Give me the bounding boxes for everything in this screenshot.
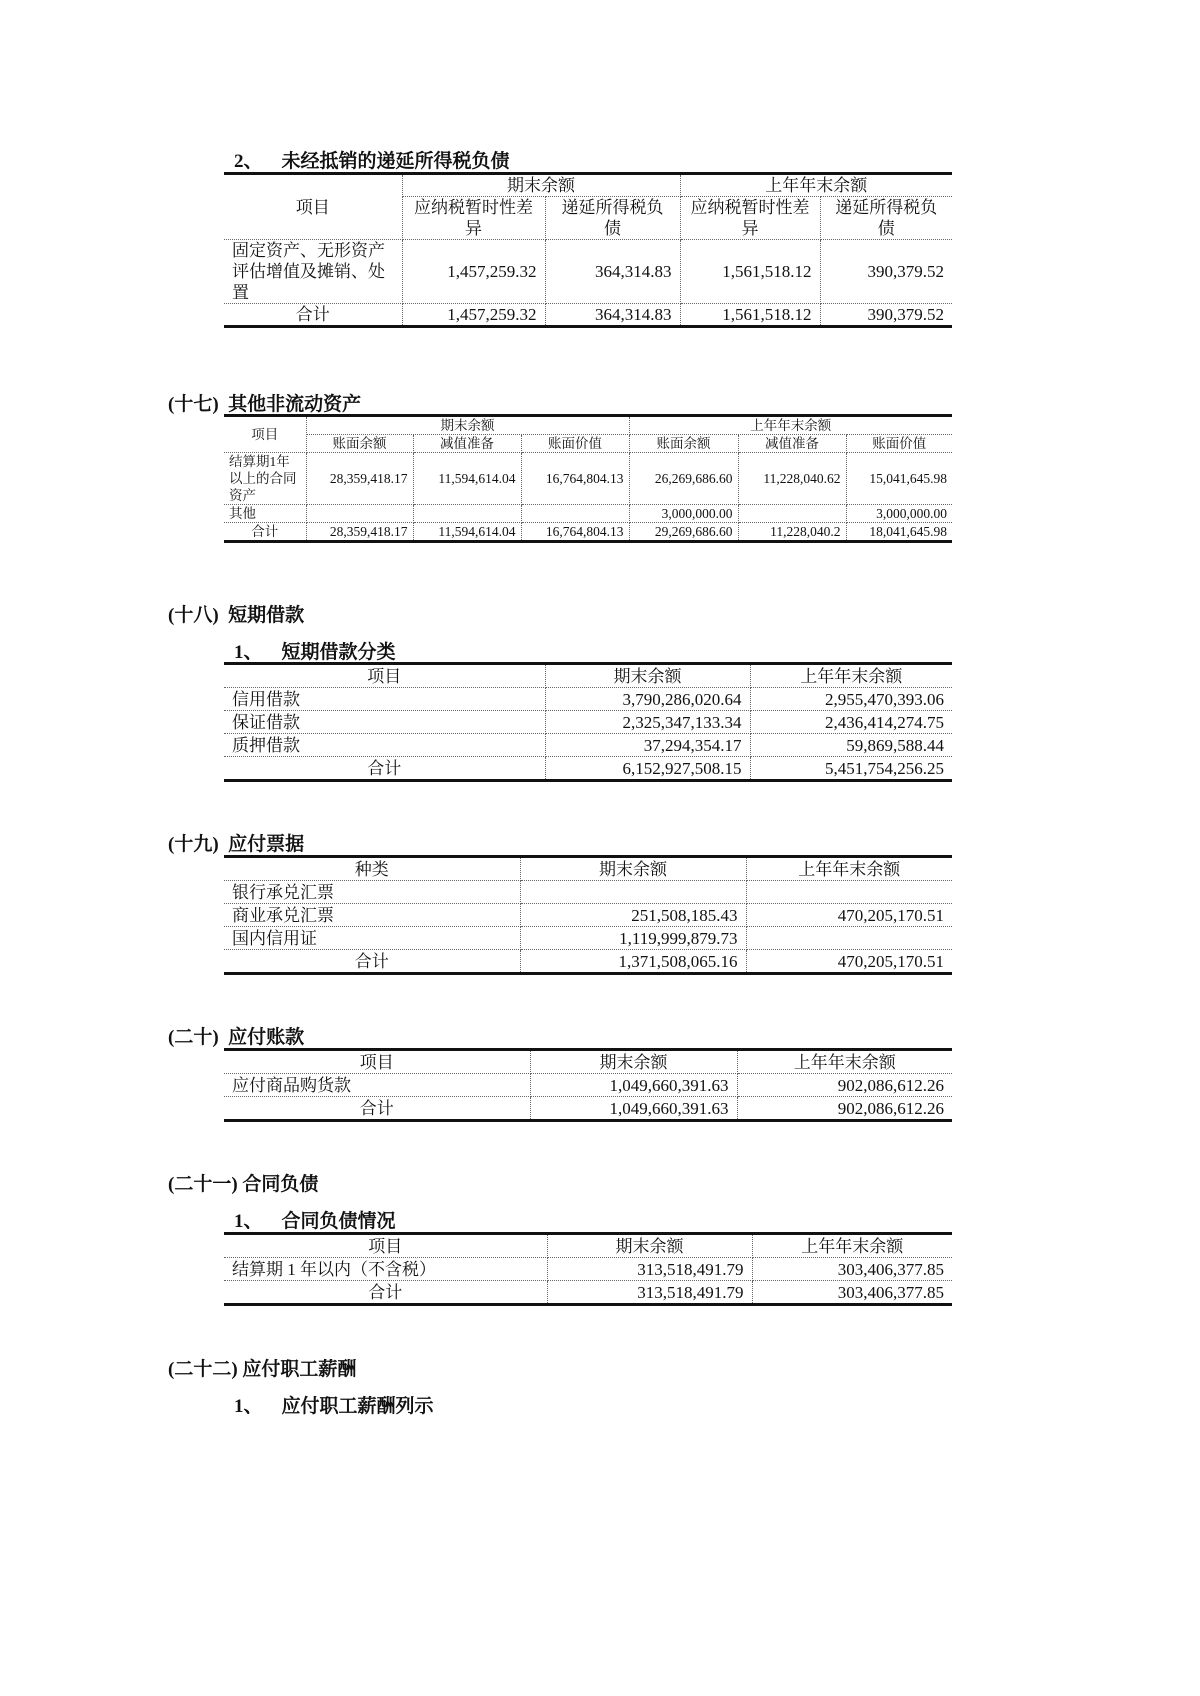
table-cell: 合计 — [224, 950, 520, 974]
table-cell: 质押借款 — [224, 734, 545, 757]
table-cell: 减值准备 — [413, 435, 521, 453]
section-heading-22-1: 1、 应付职工薪酬列示 — [234, 1396, 434, 1417]
table-cell: 11,594,614.04 — [413, 523, 521, 542]
table-cell — [413, 505, 521, 523]
table-row — [224, 523, 952, 542]
table-cell: 信用借款 — [224, 688, 545, 711]
table-cell: 902,086,612.26 — [737, 1074, 952, 1097]
table-cell: 其他 — [224, 505, 306, 523]
table-cell: 470,205,170.51 — [746, 904, 952, 927]
table-cell: 11,228,040.2 — [738, 523, 846, 542]
table-cell: 16,764,804.13 — [521, 453, 629, 505]
deferred-tax-liabilities-table — [224, 172, 952, 328]
table-row — [224, 881, 952, 904]
table-cell: 合计 — [224, 523, 306, 542]
table-cell: 固定资产、无形资产评估增值及摊销、处置 — [224, 240, 402, 304]
table-row — [224, 505, 952, 523]
table-cell: 上年年末余额 — [629, 416, 952, 435]
table-row — [224, 435, 952, 453]
table-cell — [306, 505, 413, 523]
table-cell: 902,086,612.26 — [737, 1097, 952, 1121]
table-cell: 项目 — [224, 416, 306, 453]
table-header-row — [224, 174, 952, 197]
table-row — [224, 1258, 952, 1281]
table-cell: 递延所得税负债 — [820, 197, 952, 240]
table-cell: 期末余额 — [520, 857, 746, 881]
table-cell: 1,457,259.32 — [402, 304, 545, 327]
table-cell: 1,049,660,391.63 — [530, 1074, 737, 1097]
table-cell: 37,294,354.17 — [545, 734, 750, 757]
table-header-row — [224, 416, 952, 435]
table-cell: 59,869,588.44 — [750, 734, 952, 757]
table-cell: 303,406,377.85 — [752, 1281, 952, 1305]
table-cell: 期末余额 — [530, 1050, 737, 1074]
table-cell: 项目 — [224, 664, 545, 688]
table-row — [224, 950, 952, 974]
table-cell: 26,269,686.60 — [629, 453, 738, 505]
table-row — [224, 734, 952, 757]
section-heading-21-1: 1、 合同负债情况 — [234, 1211, 396, 1232]
table-row — [224, 1281, 952, 1305]
accounts-payable-table — [224, 1048, 952, 1122]
table-cell — [738, 505, 846, 523]
table-cell: 18,041,645.98 — [846, 523, 952, 542]
table-row — [224, 240, 952, 304]
table-cell: 1,371,508,065.16 — [520, 950, 746, 974]
table-cell: 11,594,614.04 — [413, 453, 521, 505]
table-cell: 251,508,185.43 — [520, 904, 746, 927]
table-cell: 应付商品购货款 — [224, 1074, 530, 1097]
table-cell: 3,790,286,020.64 — [545, 688, 750, 711]
table-cell: 313,518,491.79 — [547, 1281, 752, 1305]
table-row — [224, 304, 952, 327]
table-row — [224, 1074, 952, 1097]
table-cell: 390,379.52 — [820, 240, 952, 304]
section-heading-21: (二十一) 合同负债 — [168, 1174, 319, 1195]
table-cell: 项目 — [224, 174, 402, 240]
table-cell: 结算期1年以上的合同资产 — [224, 453, 306, 505]
table-row — [224, 453, 952, 505]
table-cell: 390,379.52 — [820, 304, 952, 327]
table-cell: 1,561,518.12 — [680, 304, 820, 327]
table-row — [224, 757, 952, 781]
table-row — [224, 904, 952, 927]
table-cell: 29,269,686.60 — [629, 523, 738, 542]
table-cell: 1,457,259.32 — [402, 240, 545, 304]
table-cell: 商业承兑汇票 — [224, 904, 520, 927]
table-cell: 减值准备 — [738, 435, 846, 453]
table-cell: 合计 — [224, 757, 545, 781]
table-cell: 账面价值 — [846, 435, 952, 453]
table-cell — [746, 927, 952, 950]
table-cell: 账面余额 — [629, 435, 738, 453]
table-cell — [746, 881, 952, 904]
table-cell: 国内信用证 — [224, 927, 520, 950]
table-cell — [521, 505, 629, 523]
table-cell: 种类 — [224, 857, 520, 881]
table-cell: 上年年末余额 — [752, 1234, 952, 1258]
table-cell: 银行承兑汇票 — [224, 881, 520, 904]
table-cell: 3,000,000.00 — [846, 505, 952, 523]
table-cell: 合计 — [224, 1281, 547, 1305]
section-heading-17: (十七) 其他非流动资产 — [168, 394, 362, 415]
section-heading-18-1: 1、 短期借款分类 — [234, 642, 396, 663]
table-cell: 项目 — [224, 1050, 530, 1074]
table-cell: 期末余额 — [402, 174, 680, 197]
table-cell: 期末余额 — [545, 664, 750, 688]
table-cell: 合计 — [224, 304, 402, 327]
table-cell: 313,518,491.79 — [547, 1258, 752, 1281]
table-cell: 15,041,645.98 — [846, 453, 952, 505]
table-cell: 上年年末余额 — [737, 1050, 952, 1074]
table-cell: 2,325,347,133.34 — [545, 711, 750, 734]
table-cell: 28,359,418.17 — [306, 523, 413, 542]
table-cell: 结算期 1 年以内（不含税） — [224, 1258, 547, 1281]
table-cell: 2,955,470,393.06 — [750, 688, 952, 711]
table-cell: 期末余额 — [306, 416, 629, 435]
table-header-row — [224, 664, 952, 688]
table-cell: 上年年末余额 — [750, 664, 952, 688]
table-row — [224, 1097, 952, 1121]
table-cell: 470,205,170.51 — [746, 950, 952, 974]
contract-liabilities-table — [224, 1232, 952, 1306]
section-heading-19: (十九) 应付票据 — [168, 834, 305, 855]
table-cell: 28,359,418.17 — [306, 453, 413, 505]
table-cell: 上年年末余额 — [680, 174, 952, 197]
table-cell: 应纳税暂时性差异 — [402, 197, 545, 240]
notes-payable-table — [224, 855, 952, 975]
table-row — [224, 927, 952, 950]
table-cell: 303,406,377.85 — [752, 1258, 952, 1281]
table-cell: 364,314.83 — [545, 240, 680, 304]
other-non-current-assets-table — [224, 414, 952, 543]
table-header-row — [224, 857, 952, 881]
table-cell: 364,314.83 — [545, 304, 680, 327]
table-cell: 项目 — [224, 1234, 547, 1258]
table-cell: 2,436,414,274.75 — [750, 711, 952, 734]
table-cell: 3,000,000.00 — [629, 505, 738, 523]
table-header-row — [224, 1050, 952, 1074]
table-cell: 上年年末余额 — [746, 857, 952, 881]
table-cell: 1,049,660,391.63 — [530, 1097, 737, 1121]
table-cell: 递延所得税负债 — [545, 197, 680, 240]
table-cell: 1,561,518.12 — [680, 240, 820, 304]
table-cell: 16,764,804.13 — [521, 523, 629, 542]
table-cell: 账面余额 — [306, 435, 413, 453]
table-cell: 保证借款 — [224, 711, 545, 734]
table-cell: 11,228,040.62 — [738, 453, 846, 505]
section-heading-22: (二十二) 应付职工薪酬 — [168, 1359, 357, 1380]
table-cell: 期末余额 — [547, 1234, 752, 1258]
table-row — [224, 711, 952, 734]
table-cell: 合计 — [224, 1097, 530, 1121]
table-cell: 5,451,754,256.25 — [750, 757, 952, 781]
section-heading-20: (二十) 应付账款 — [168, 1027, 305, 1048]
table-cell: 应纳税暂时性差异 — [680, 197, 820, 240]
table-cell: 6,152,927,508.15 — [545, 757, 750, 781]
table-header-row — [224, 1234, 952, 1258]
short-term-borrowings-table — [224, 662, 952, 782]
table-row — [224, 688, 952, 711]
table-cell: 1,119,999,879.73 — [520, 927, 746, 950]
section-heading-18: (十八) 短期借款 — [168, 605, 305, 626]
section-heading-deferred: 2、 未经抵销的递延所得税负债 — [234, 151, 510, 172]
table-cell: 账面价值 — [521, 435, 629, 453]
table-cell — [520, 881, 746, 904]
